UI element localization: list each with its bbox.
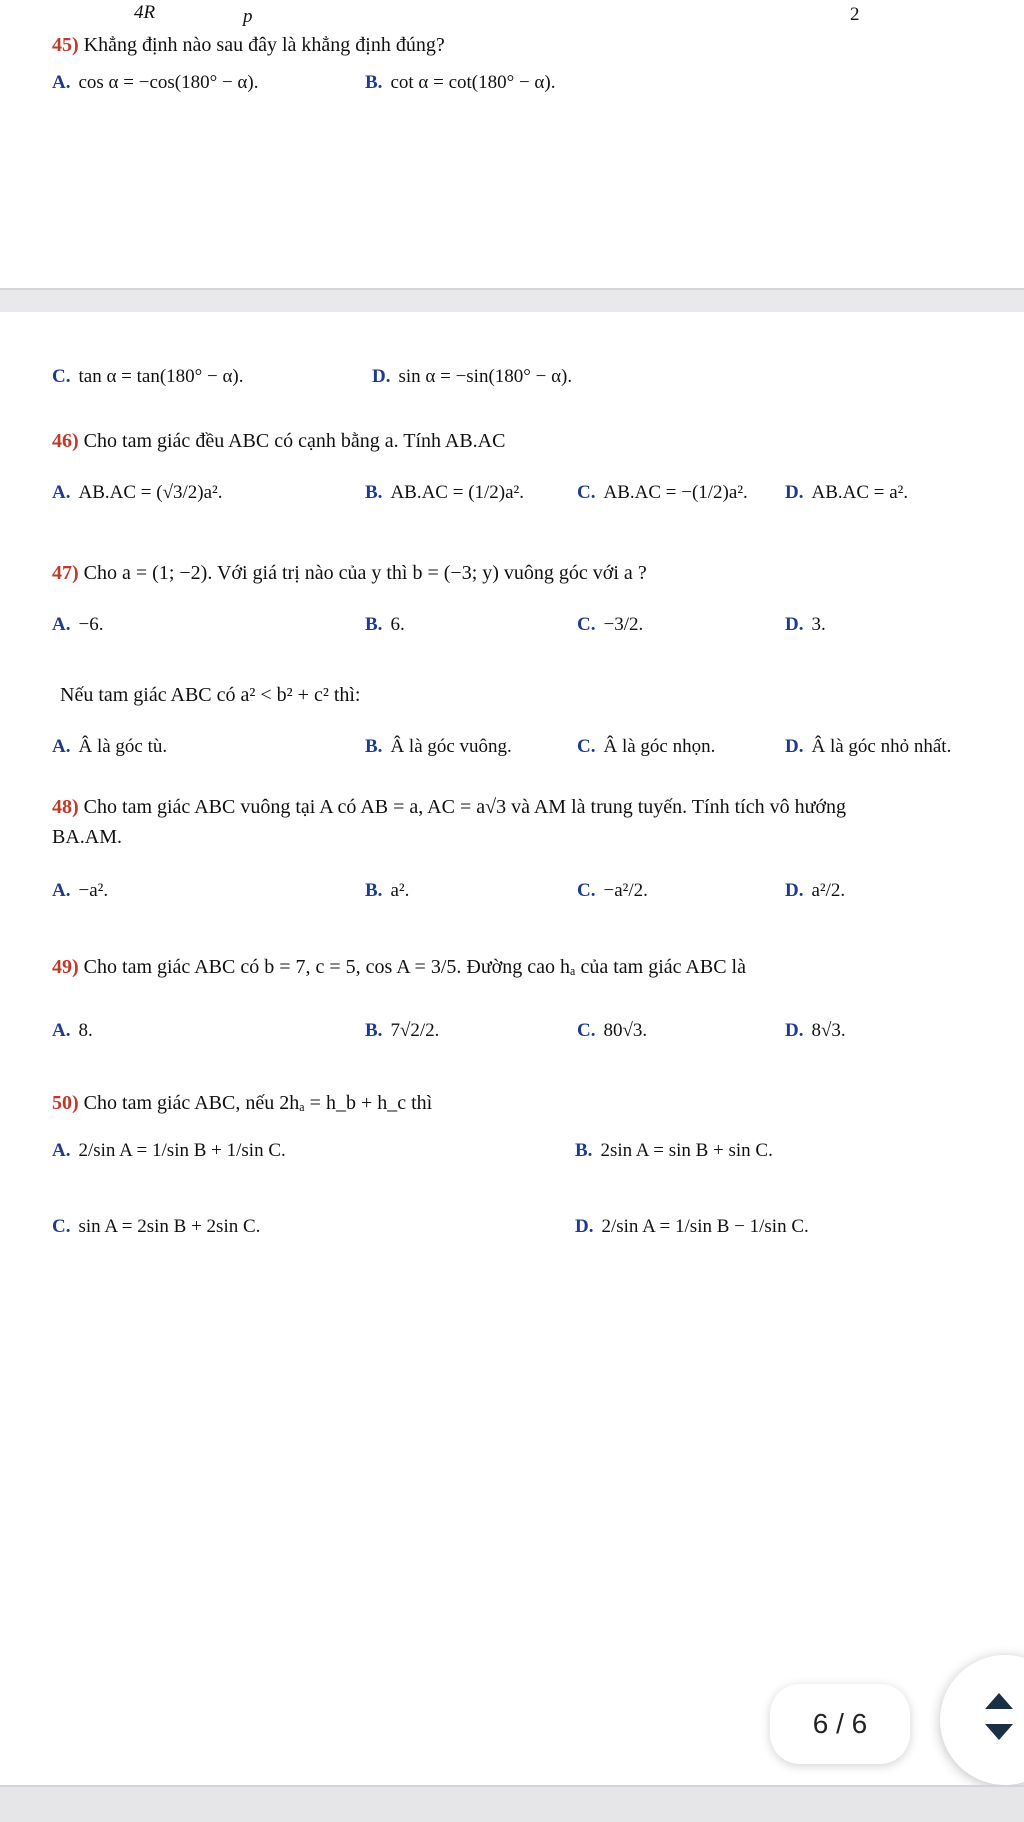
question-number: 45) [52, 34, 79, 56]
q48-option-b[interactable] [365, 880, 409, 902]
option-label: A. [52, 1020, 71, 1041]
option-label: C. [577, 614, 596, 635]
option-label: C. [52, 1216, 71, 1237]
option-label: D. [785, 1020, 804, 1041]
option-label: A. [52, 880, 71, 901]
option-text: AB.AC = −(1/2)a². [603, 482, 748, 503]
question-46 [52, 430, 505, 453]
option-label: D. [372, 366, 391, 387]
option-label: C. [577, 736, 596, 757]
option-text: Â là góc vuông. [390, 736, 512, 757]
q48-option-a[interactable] [52, 880, 108, 902]
option-text: −6. [78, 614, 104, 635]
q47-option-a[interactable] [52, 614, 103, 636]
q45-option-c[interactable] [52, 366, 244, 388]
q45-option-d[interactable] [372, 366, 572, 388]
option-label: C. [577, 880, 596, 901]
scroll-down-icon[interactable] [985, 1724, 1013, 1740]
option-text: Â là góc tù. [78, 736, 168, 757]
option-text: 7√2/2. [390, 1020, 440, 1041]
option-label: B. [365, 72, 383, 93]
scroll-handle[interactable] [940, 1655, 1024, 1785]
option-text: a². [390, 880, 410, 901]
q45-option-b[interactable] [365, 72, 555, 94]
qu-option-c[interactable] [577, 736, 715, 758]
option-text: 2/sin A = 1/sin B − 1/sin C. [601, 1216, 809, 1237]
q49-option-a[interactable] [52, 1020, 93, 1042]
option-text: 3. [811, 614, 826, 635]
question-text: Nếu tam giác ABC có a² < b² + c² thì: [60, 684, 361, 706]
option-text: 80√3. [603, 1020, 648, 1041]
option-label: A. [52, 736, 71, 757]
page-bottom-margin [0, 1785, 1024, 1822]
question-number: 47) [52, 562, 79, 584]
q46-option-d[interactable] [785, 482, 908, 504]
qu-option-a[interactable] [52, 736, 167, 758]
option-text: 2/sin A = 1/sin B + 1/sin C. [78, 1140, 286, 1161]
page-indicator [770, 1684, 910, 1764]
question-45 [52, 34, 445, 57]
option-label: D. [785, 880, 804, 901]
top-fragment-mid: p [243, 6, 253, 27]
option-text: Â là góc nhọn. [603, 736, 716, 757]
question-50 [52, 1092, 432, 1115]
option-label: B. [575, 1140, 593, 1161]
option-label: D. [575, 1216, 594, 1237]
option-text: Â là góc nhỏ nhất. [811, 736, 952, 757]
top-fragment-right: 2 [850, 4, 860, 25]
q48-option-d[interactable] [785, 880, 845, 902]
question-49 [52, 956, 746, 979]
option-text: 6. [390, 614, 405, 635]
qu-option-d[interactable] [785, 736, 951, 758]
q49-option-d[interactable] [785, 1020, 846, 1042]
option-label: B. [365, 614, 383, 635]
option-label: B. [365, 736, 383, 757]
question-text: Cho tam giác ABC vuông tại A có AB = a, AC = a√3 và AM là trung tuyến. Tính tích vô hướng [83, 796, 846, 818]
option-label: D. [785, 614, 804, 635]
question-unnumbered [60, 684, 361, 707]
q50-option-c[interactable] [52, 1216, 260, 1238]
page-break [0, 288, 1024, 312]
qu-option-b[interactable] [365, 736, 512, 758]
question-48 [52, 796, 846, 819]
option-text: AB.AC = (√3/2)a². [78, 482, 223, 503]
question-number: 48) [52, 796, 79, 818]
question-text: Cho tam giác ABC, nếu 2hₐ = h_b + h_c thì [83, 1092, 433, 1114]
option-text: 2sin A = sin B + sin C. [600, 1140, 773, 1161]
question-text: Cho tam giác ABC có b = 7, c = 5, cos A = 3/5. Đường cao hₐ của tam giác ABC là [83, 956, 746, 978]
q48-option-c[interactable] [577, 880, 648, 902]
question-48-line2: BA.AM. [52, 826, 123, 848]
page-indicator-text: 6 / 6 [812, 1708, 868, 1739]
option-label: C. [577, 1020, 596, 1041]
option-text: −a². [78, 880, 109, 901]
q45-option-a[interactable] [52, 72, 258, 94]
q46-option-c[interactable] [577, 482, 748, 504]
option-label: C. [577, 482, 596, 503]
option-text: cot α = cot(180° − α). [390, 72, 556, 93]
option-text: tan α = tan(180° − α). [78, 366, 244, 387]
option-label: D. [785, 482, 804, 503]
q49-option-c[interactable] [577, 1020, 647, 1042]
option-text: 8. [78, 1020, 93, 1041]
q50-option-b[interactable] [575, 1140, 773, 1162]
question-text: Khẳng định nào sau đây là khẳng định đúng? [83, 34, 445, 56]
option-label: A. [52, 482, 71, 503]
option-label: B. [365, 1020, 383, 1041]
option-text: −3/2. [603, 614, 644, 635]
question-text: Cho a = (1; −2). Với giá trị nào của y thì b = (−3; y) vuông góc với a ? [83, 562, 647, 584]
q50-option-d[interactable] [575, 1216, 809, 1238]
option-text: AB.AC = (1/2)a². [390, 482, 525, 503]
option-text: AB.AC = a². [811, 482, 909, 503]
option-text: −a²/2. [603, 880, 648, 901]
top-fragment-left: 4R [134, 2, 156, 23]
question-text: Cho tam giác đều ABC có cạnh bằng a. Tính AB.AC [83, 430, 506, 452]
q49-option-b[interactable] [365, 1020, 439, 1042]
question-number: 49) [52, 956, 79, 978]
option-text: sin α = −sin(180° − α). [398, 366, 573, 387]
option-text: sin A = 2sin B + 2sin C. [78, 1216, 261, 1237]
option-label: A. [52, 1140, 71, 1161]
q47-option-c[interactable] [577, 614, 643, 636]
option-label: B. [365, 482, 383, 503]
q50-option-a[interactable] [52, 1140, 286, 1162]
option-text: a²/2. [811, 880, 846, 901]
option-label: A. [52, 614, 71, 635]
option-text: 8√3. [811, 1020, 846, 1041]
option-label: D. [785, 736, 804, 757]
scroll-up-icon[interactable] [985, 1693, 1013, 1709]
option-label: C. [52, 366, 71, 387]
q46-option-b[interactable] [365, 482, 524, 504]
option-text: cos α = −cos(180° − α). [78, 72, 259, 93]
question-number: 50) [52, 1092, 79, 1114]
question-47 [52, 562, 647, 585]
option-label: B. [365, 880, 383, 901]
question-number: 46) [52, 430, 79, 452]
option-label: A. [52, 72, 71, 93]
q47-option-d[interactable] [785, 614, 826, 636]
q46-option-a[interactable] [52, 482, 222, 504]
q47-option-b[interactable] [365, 614, 405, 636]
